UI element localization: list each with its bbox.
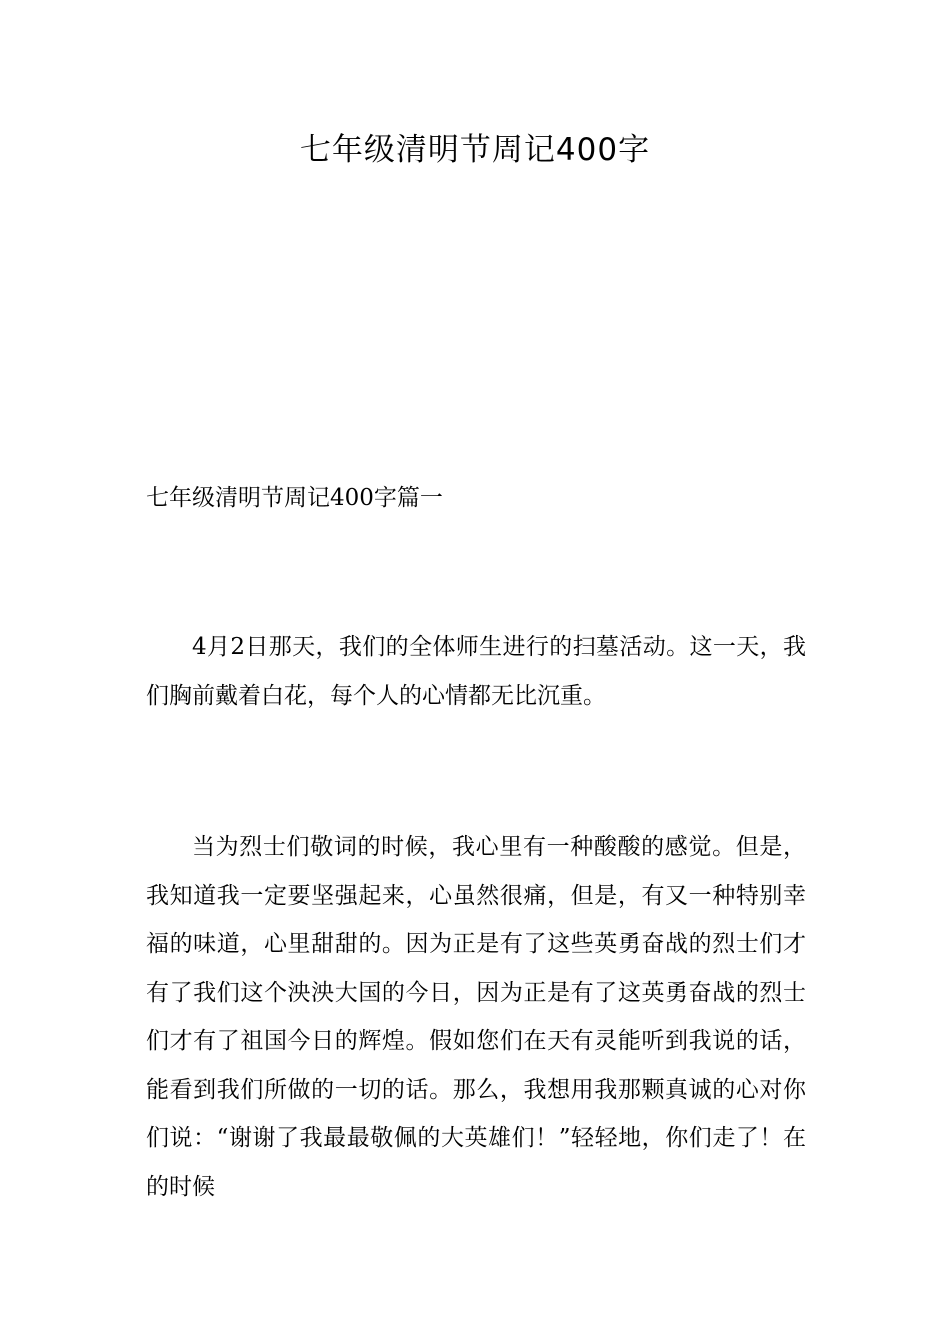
paragraph: 当为烈士们敬词的时候，我心里有一种酸酸的感觉。但是，我知道我一定要坚强起来，心虽然很痛，但是，有又一种特别幸福的味道，心里甜甜的。因为正是有了这些英勇奋战的烈士们才有了我们这个泱泱大国的今日，因为正是有了这英勇奋战的烈士们才有了祖国今日的辉煌。假如您们在天有灵能听到我说的话，能看到我们所做的一切的话。那么，我想用我那颗真诚的心对你们说：“谢谢了我最最敬佩的大英雄们！”轻轻地，你们走了！在的时候 [146, 834, 806, 1200]
section-heading: 七年级清明节周记400字篇一 [146, 485, 443, 511]
paragraph: 4月2日那天，我们的全体师生进行的扫墓活动。这一天，我们胸前戴着白花，每个人的心情都无比沉重。 [146, 634, 806, 709]
document-title: 七年级清明节周记400字 [299, 132, 651, 168]
